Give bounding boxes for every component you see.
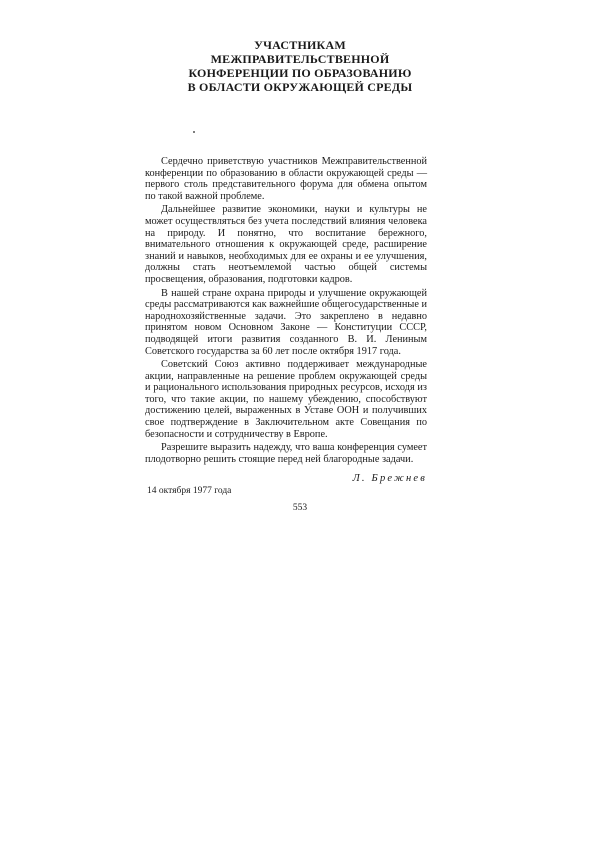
- letter-date: 14 октября 1977 года: [147, 486, 232, 496]
- title-line: В ОБЛАСТИ ОКРУЖАЮЩЕЙ СРЕДЫ: [187, 80, 413, 94]
- paragraph: Сердечно приветствую участников Межправительственной конференции по образованию в области окружающей среды — первого столь представительного форума для обмена опытом по такой важной проблеме.: [145, 156, 427, 202]
- document-title: [150, 38, 450, 94]
- title-line: КОНФЕРЕНЦИИ ПО ОБРАЗОВАНИЮ: [188, 66, 412, 80]
- paragraph: Разрешите выразить надежду, что ваша конференция сумеет плодотворно решить стоящие перед ней благородные задачи.: [145, 442, 427, 465]
- print-speck: [193, 131, 195, 133]
- paragraph: Дальнейшее развитие экономики, науки и культуры не может осуществляться без учета последствий влияния человека на природу. И понятно, что воспитание бережного, внимательного отношения к окружающей среде, расширение знаний и навыков, необходимых для ее охраны и ее улучшения, должны стать неотъемлемой частью общей системы просвещения, образования, подготовки кадров.: [145, 204, 427, 285]
- page-number: 553: [292, 503, 308, 513]
- signature: Л. Брежнев: [352, 473, 427, 484]
- paragraph: Советский Союз активно поддерживает международные акции, направленные на решение проблем окружающей среды и рационального использования природных ресурсов, исходя из того, что такие акции, по нашему убеждению, способствуют достижению целей, выраженных в Уставе ООН и получивших свое подтверждение в Заключительном акте Совещания по безопасности и сотрудничеству в Европе.: [145, 359, 427, 440]
- letter-body: [145, 156, 427, 467]
- paragraph: В нашей стране охрана природы и улучшение окружающей среды рассматриваются как важнейшие общегосударственные и народнохозяйственные задачи. Это закреплено в недавно принятом новом Основном Законе — Конституции СССР, подводящей итоги развития созданного В. И. Лениным Советского государства за 60 лет после октября 1917 года.: [145, 287, 427, 357]
- title-line: МЕЖПРАВИТЕЛЬСТВЕННОЙ: [210, 52, 390, 66]
- title-line: УЧАСТНИКАМ: [254, 38, 346, 52]
